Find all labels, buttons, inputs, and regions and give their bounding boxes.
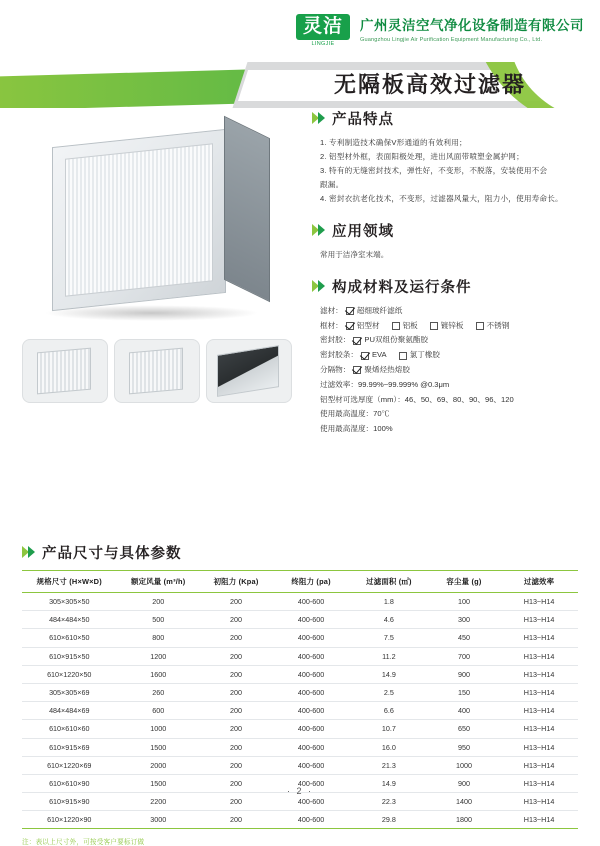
cell-efficiency: H13~H14 — [500, 793, 578, 811]
checkbox-icon[interactable] — [476, 322, 484, 330]
spec-row — [320, 304, 580, 319]
spec-option-label: 不锈钢 — [486, 320, 510, 330]
cell-size: 610×610×50 — [22, 629, 117, 647]
spec-option[interactable] — [353, 333, 428, 348]
cell-dust-capacity: 900 — [428, 665, 500, 683]
cell-initial-resistance: 200 — [200, 774, 272, 792]
cell-initial-resistance: 200 — [200, 683, 272, 701]
cell-filter-area: 1.8 — [350, 593, 428, 611]
cell-efficiency: H13~H14 — [500, 702, 578, 720]
table-heading — [22, 542, 578, 563]
spec-option[interactable] — [399, 348, 440, 363]
table-row — [22, 720, 578, 738]
application-text: 常用于洁净室末端。 — [320, 250, 389, 260]
cell-final-resistance: 400-600 — [272, 683, 350, 701]
table-row — [22, 611, 578, 629]
cell-efficiency: H13~H14 — [500, 683, 578, 701]
spec-label: 密封胶： — [320, 335, 351, 345]
spec-label: 密封胶条： — [320, 350, 358, 360]
spec-option-label: 聚烯烃热熔胶 — [364, 365, 410, 375]
cell-initial-resistance: 200 — [200, 720, 272, 738]
checkbox-icon[interactable] — [353, 366, 361, 374]
thumbnail-filter-face — [129, 348, 183, 395]
checkbox-icon[interactable] — [361, 352, 369, 360]
spec-line: 使用最高温度：70℃ — [320, 409, 390, 419]
cell-filter-area: 11.2 — [350, 647, 428, 665]
cell-filter-area: 14.9 — [350, 665, 428, 683]
page-number: · 2 · — [286, 786, 313, 796]
cell-final-resistance: 400-600 — [272, 647, 350, 665]
cell-filter-area: 6.6 — [350, 702, 428, 720]
cell-initial-resistance: 200 — [200, 647, 272, 665]
cell-dust-capacity: 650 — [428, 720, 500, 738]
page-header — [0, 0, 600, 62]
table-row — [22, 593, 578, 611]
list-item: 2. 铝型材外框，表面阳极处理，进出风面带喷塑金属护网； — [320, 152, 524, 162]
column-header-initial-resistance: 初阻力 (Kpa) — [200, 571, 272, 593]
table-title: 产品尺寸与具体参数 — [42, 546, 182, 562]
spec-label: 框材： — [320, 320, 343, 330]
filter-side-frame — [224, 116, 270, 302]
spec-option[interactable] — [430, 319, 464, 334]
cell-airflow: 1500 — [117, 738, 200, 756]
checkbox-icon[interactable] — [399, 352, 407, 360]
cell-initial-resistance: 200 — [200, 665, 272, 683]
cell-dust-capacity: 150 — [428, 683, 500, 701]
filter-front-face — [52, 129, 226, 311]
spec-option[interactable] — [346, 304, 403, 319]
thumbnail-image — [206, 339, 292, 403]
application-heading — [312, 220, 580, 241]
spec-option-label: 超细玻纤滤纸 — [356, 305, 403, 315]
cell-efficiency: H13~H14 — [500, 756, 578, 774]
cell-initial-resistance: 200 — [200, 593, 272, 611]
checkbox-icon[interactable] — [353, 337, 361, 345]
list-item: 3. 特有的无缝密封技术，弹性好，不变形，不脱落，安装使用不会 — [320, 166, 548, 176]
spec-row — [320, 333, 580, 348]
checkbox-icon[interactable] — [392, 322, 400, 330]
checkbox-icon[interactable] — [346, 307, 354, 315]
double-arrow-icon — [312, 224, 325, 237]
table-row — [22, 811, 578, 829]
cell-final-resistance: 400-600 — [272, 738, 350, 756]
spec-row — [320, 319, 580, 334]
cell-size: 484×484×50 — [22, 611, 117, 629]
double-arrow-icon — [312, 112, 325, 125]
brand-block — [296, 14, 584, 48]
double-arrow-icon — [312, 280, 325, 293]
company-name-en: Guangzhou Lingjie Air Purification Equipment Manufacturing Co., Ltd. — [360, 36, 543, 43]
cell-final-resistance: 400-600 — [272, 756, 350, 774]
cell-filter-area: 21.3 — [350, 756, 428, 774]
application-title: 应用领域 — [332, 224, 394, 241]
features-heading — [312, 108, 580, 129]
cell-dust-capacity: 950 — [428, 738, 500, 756]
cell-efficiency: H13~H14 — [500, 738, 578, 756]
table-row — [22, 665, 578, 683]
column-header-airflow: 额定风量 (m³/h) — [117, 571, 200, 593]
cell-efficiency: H13~H14 — [500, 647, 578, 665]
cell-dust-capacity: 700 — [428, 647, 500, 665]
cell-airflow: 800 — [117, 629, 200, 647]
thumbnail-filter-face — [217, 345, 279, 397]
cell-efficiency: H13~H14 — [500, 629, 578, 647]
checkbox-icon[interactable] — [430, 322, 438, 330]
thumbnail-filter-face — [37, 348, 91, 395]
cell-efficiency: H13~H14 — [500, 665, 578, 683]
cell-size: 305×305×69 — [22, 683, 117, 701]
table-note: 注：表以上尺寸外，可按受客户要标订做 — [22, 839, 145, 846]
cell-efficiency: H13~H14 — [500, 774, 578, 792]
cell-airflow: 2200 — [117, 793, 200, 811]
cell-filter-area: 4.6 — [350, 611, 428, 629]
column-header-dust-capacity: 容尘量 (g) — [428, 571, 500, 593]
cell-final-resistance: 400-600 — [272, 665, 350, 683]
cell-dust-capacity: 900 — [428, 774, 500, 792]
cell-airflow: 600 — [117, 702, 200, 720]
cell-filter-area: 7.5 — [350, 629, 428, 647]
cell-filter-area: 16.0 — [350, 738, 428, 756]
cell-initial-resistance: 200 — [200, 793, 272, 811]
column-header-efficiency: 过滤效率 — [500, 571, 578, 593]
cell-filter-area: 2.5 — [350, 683, 428, 701]
spec-option[interactable] — [392, 319, 418, 334]
company-name-cn: 广州灵洁空气净化设备制造有限公司 — [360, 18, 584, 34]
cell-airflow: 1000 — [117, 720, 200, 738]
cell-final-resistance: 400-600 — [272, 793, 350, 811]
spec-option-label: PU双组份聚氨酯胶 — [364, 335, 429, 345]
material-title: 构成材料及运行条件 — [332, 279, 472, 296]
cell-efficiency: H13~H14 — [500, 611, 578, 629]
cell-airflow: 2000 — [117, 756, 200, 774]
cell-size: 610×1220×50 — [22, 665, 117, 683]
column-header-final-resistance: 终阻力 (pa) — [272, 571, 350, 593]
table-row — [22, 756, 578, 774]
cell-filter-area: 10.7 — [350, 720, 428, 738]
table-row — [22, 629, 578, 647]
cell-airflow: 1500 — [117, 774, 200, 792]
cell-airflow: 500 — [117, 611, 200, 629]
spec-label: 滤材： — [320, 305, 343, 315]
spec-row — [320, 363, 580, 378]
material-heading — [312, 276, 580, 297]
cell-initial-resistance: 200 — [200, 702, 272, 720]
cell-size: 610×915×90 — [22, 793, 117, 811]
logo-subtext: LINGJIE — [311, 41, 335, 48]
logo-badge: 灵洁 — [296, 14, 350, 40]
cell-size: 610×915×50 — [22, 647, 117, 665]
cell-airflow: 3000 — [117, 811, 200, 829]
cell-airflow: 1600 — [117, 665, 200, 683]
cell-final-resistance: 400-600 — [272, 611, 350, 629]
spec-line: 铝型材可选厚度（mm）：46、50、69、80、90、96、120 — [320, 394, 514, 404]
cell-size: 484×484×69 — [22, 702, 117, 720]
cell-size: 610×610×60 — [22, 720, 117, 738]
cell-initial-resistance: 200 — [200, 629, 272, 647]
cell-dust-capacity: 1800 — [428, 811, 500, 829]
cell-airflow: 260 — [117, 683, 200, 701]
list-item: 1. 专利制造技术确保V形通道的有效利用； — [320, 138, 467, 147]
cell-efficiency: H13~H14 — [500, 811, 578, 829]
cell-size: 610×1220×69 — [22, 756, 117, 774]
cell-dust-capacity: 400 — [428, 702, 500, 720]
cell-dust-capacity: 1000 — [428, 756, 500, 774]
main-product-photo — [34, 120, 274, 335]
spec-line: 使用最高湿度：100% — [320, 424, 393, 434]
parameters-section — [22, 542, 578, 846]
product-images — [22, 108, 292, 403]
spec-option-label: 氯丁橡胶 — [409, 350, 440, 360]
thumbnail-image — [114, 339, 200, 403]
cell-final-resistance: 400-600 — [272, 593, 350, 611]
cell-initial-resistance: 200 — [200, 756, 272, 774]
cell-initial-resistance: 200 — [200, 611, 272, 629]
thumbnail-strip — [22, 339, 292, 403]
cell-airflow: 200 — [117, 593, 200, 611]
cell-final-resistance: 400-600 — [272, 774, 350, 792]
cell-filter-area: 29.8 — [350, 811, 428, 829]
table-row — [22, 647, 578, 665]
cell-initial-resistance: 200 — [200, 811, 272, 829]
cell-final-resistance: 400-600 — [272, 629, 350, 647]
cell-efficiency: H13~H14 — [500, 593, 578, 611]
cell-size: 610×610×90 — [22, 774, 117, 792]
list-item: 跟漏。 — [320, 180, 344, 190]
cell-final-resistance: 400-600 — [272, 720, 350, 738]
product-title: 无隔板高效过滤器 — [334, 72, 527, 97]
cell-size: 610×1220×90 — [22, 811, 117, 829]
cell-efficiency: H13~H14 — [500, 720, 578, 738]
spec-label: 分隔物： — [320, 365, 351, 375]
cell-size: 305×305×50 — [22, 593, 117, 611]
table-row — [22, 738, 578, 756]
table-header-row — [22, 571, 578, 593]
cell-size: 610×915×69 — [22, 738, 117, 756]
cell-dust-capacity: 100 — [428, 593, 500, 611]
spec-option[interactable] — [346, 319, 380, 334]
cell-filter-area: 22.3 — [350, 793, 428, 811]
cell-final-resistance: 400-600 — [272, 811, 350, 829]
cell-dust-capacity: 450 — [428, 629, 500, 647]
double-arrow-icon — [22, 546, 35, 559]
spec-option[interactable] — [353, 363, 410, 378]
cell-final-resistance: 400-600 — [272, 702, 350, 720]
cell-airflow: 1200 — [117, 647, 200, 665]
photo-shadow — [44, 305, 259, 321]
cell-initial-resistance: 200 — [200, 738, 272, 756]
company-logo — [296, 14, 350, 48]
list-item: 4. 密封衣抗老化技术，不变形，过滤器风量大，阻力小，使用寿命长。 — [320, 194, 563, 204]
cell-filter-area: 14.9 — [350, 774, 428, 792]
checkbox-icon[interactable] — [346, 322, 354, 330]
hero-banner — [0, 62, 600, 108]
features-list — [312, 136, 580, 206]
thumbnail-image — [22, 339, 108, 403]
features-title: 产品特点 — [332, 112, 394, 128]
spec-option-label: 铝板 — [402, 320, 418, 330]
product-description — [312, 108, 580, 437]
spec-option-label: 镀锌板 — [440, 320, 464, 330]
column-header-size: 规格尺寸 (H×W×D) — [22, 571, 117, 593]
filter-media-pleats — [65, 143, 213, 297]
spec-option-label: 铝型材 — [356, 320, 380, 330]
cell-dust-capacity: 300 — [428, 611, 500, 629]
cell-dust-capacity: 1400 — [428, 793, 500, 811]
material-spec-rows — [312, 304, 580, 437]
table-row — [22, 702, 578, 720]
spec-row — [320, 348, 580, 363]
spec-line: 过滤效率：99.99%~99.999% @0.3μm — [320, 379, 450, 389]
spec-option[interactable] — [361, 348, 387, 363]
table-row — [22, 683, 578, 701]
spec-option-label: EVA — [371, 350, 387, 360]
company-names — [360, 18, 584, 44]
column-header-filter-area: 过滤面积 (㎡) — [350, 571, 428, 593]
spec-option[interactable] — [476, 319, 510, 334]
